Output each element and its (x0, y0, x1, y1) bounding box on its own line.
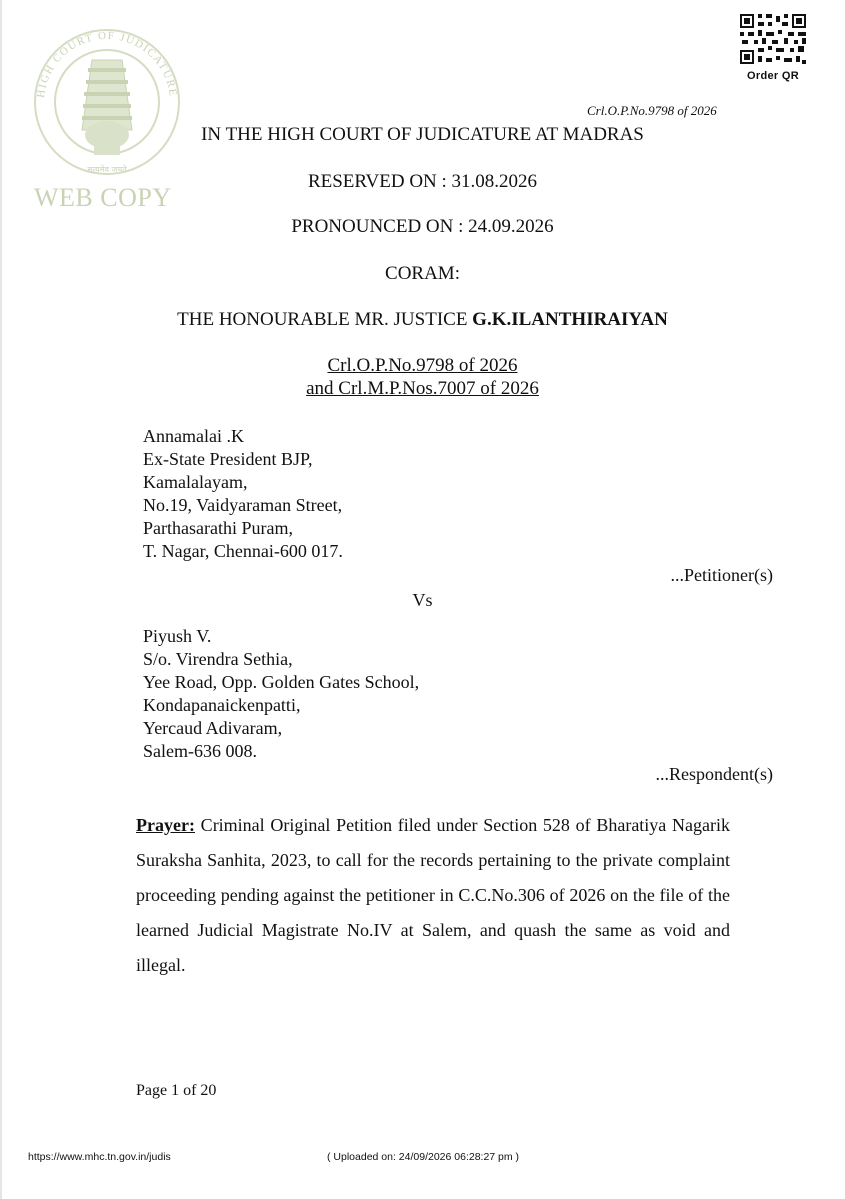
petitioner-line: Parthasarathi Puram, (143, 518, 293, 538)
petitioner-line: T. Nagar, Chennai-600 017. (143, 541, 343, 561)
page-number: Page 1 of 20 (136, 1082, 217, 1099)
versus: Vs (412, 590, 433, 610)
respondent-line: Salem-636 008. (143, 741, 257, 761)
respondent-line: S/o. Virendra Sethia, (143, 649, 293, 669)
web-copy-watermark: WEB COPY (34, 183, 172, 212)
petitioner-line: Kamalalayam, (143, 472, 248, 492)
pronounced-on: PRONOUNCED ON : 24.09.2026 (291, 216, 554, 237)
case-number-2: and Crl.M.P.Nos.7007 of 2026 (306, 378, 539, 399)
order-qr-code (738, 12, 808, 66)
prayer-label: Prayer: (136, 815, 195, 835)
prayer-text: Criminal Original Petition filed under Section 528 of Bharatiya Nagarik Suraksha Sanhita, 2023, to call for the records pertaining to the private complaint proceeding pending against the petitioner in C.C.No.306 of 2026 on the file of the learned Judicial Magistrate No.IV at Salem, and quash the same as void and illegal. (136, 815, 730, 975)
petitioner-line: No.19, Vaidyaraman Street, (143, 495, 343, 515)
respondent-role: ...Respondent(s) (655, 764, 773, 784)
respondent-line: Piyush V. (143, 626, 212, 646)
petitioner-role: ...Petitioner(s) (670, 565, 773, 585)
court-title: IN THE HIGH COURT OF JUDICATURE AT MADRAS (201, 124, 644, 145)
qr-label: Order QR (747, 70, 799, 82)
petitioner-line: Ex-State President BJP, (143, 449, 313, 469)
petitioner-line: Annamalai .K (143, 426, 244, 446)
prayer-paragraph (136, 808, 730, 983)
justice-prefix: THE HONOURABLE MR. JUSTICE (177, 309, 473, 330)
respondent-line: Yee Road, Opp. Golden Gates School, (143, 672, 420, 692)
footer-url[interactable]: https://www.mhc.tn.gov.in/judis (28, 1151, 171, 1163)
case-number-1: Crl.O.P.No.9798 of 2026 (327, 355, 518, 376)
petitioner-address (143, 425, 343, 563)
coram-heading: CORAM: (385, 263, 460, 284)
reserved-on: RESERVED ON : 31.08.2026 (307, 171, 538, 192)
justice-name: G.K.ILANTHIRAIYAN (472, 309, 668, 330)
case-number-header: Crl.O.P.No.9798 of 2026 (587, 103, 717, 118)
respondent-address (143, 625, 419, 763)
respondent-line: Kondapanaickenpatti, (143, 695, 301, 715)
emblem-arc-text: HIGH COURT OF JUDICATURE (35, 29, 179, 99)
respondent-line: Yercaud Adivaram, (143, 718, 283, 738)
emblem-motto: सत्यमेव जयते (87, 165, 127, 174)
footer-uploaded: ( Uploaded on: 24/09/2026 06:28:27 pm ) (327, 1151, 520, 1163)
justice-line (0, 309, 845, 331)
